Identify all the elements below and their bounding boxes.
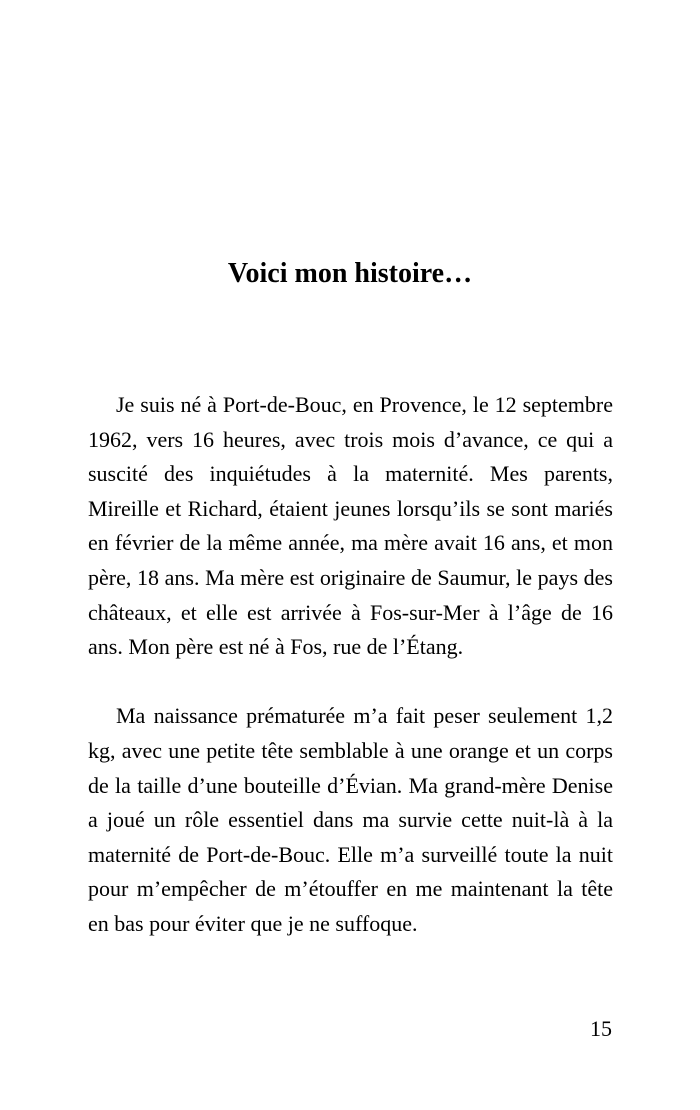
body-text <box>88 388 613 942</box>
paragraph-premature-birth: Ma naissance prématurée m’a fait peser seulement 1,2 kg, avec une petite tête semblable à une orange et un corps de la taille d’une bouteille d’Évian. Ma grand-mère Denise a joué un rôle essentiel dans ma survie cette nuit-là à la maternité de Port-de-Bouc. Elle m’a surveillé toute la nuit pour m’empêcher de m’étouffer en me maintenant la tête en bas pour éviter que je ne suffoque. <box>88 703 613 936</box>
chapter-title: Voici mon histoire… <box>227 258 473 289</box>
paragraph-birth: Je suis né à Port-de-Bouc, en Provence, le 12 septembre 1962, vers 16 heures, avec trois mois d’avance, ce qui a suscité des inquiétudes à la maternité. Mes parents, Mireille et Richard, étaient jeunes lorsqu’ils se sont mariés en février de la même année, ma mère avait 16 ans, et mon père, 18 ans. Ma mère est originaire de Saumur, le pays des châteaux, et elle est arrivée à Fos-sur-Mer à l’âge de 16 ans. Mon père est né à Fos, rue de l’Étang. <box>88 392 613 660</box>
page-number: 15 <box>590 1016 612 1041</box>
